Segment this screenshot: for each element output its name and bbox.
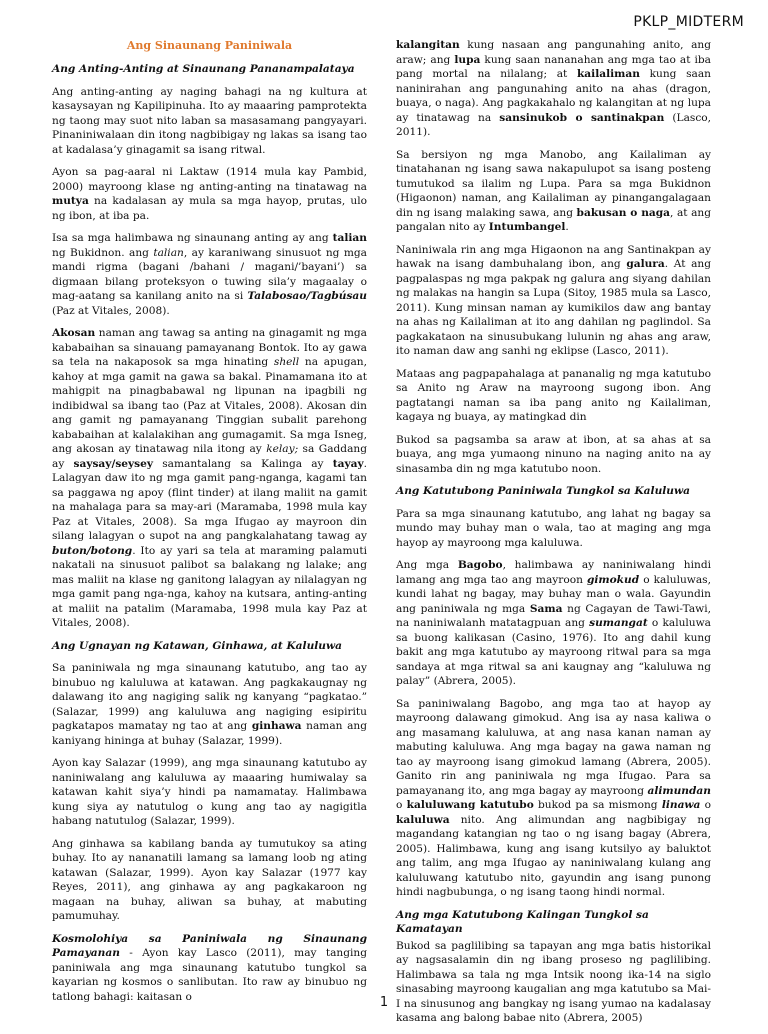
- section-heading-kamatayan: Ang mga Katutubong Kalingan Tungkol sa Kamatayan: [396, 908, 649, 935]
- section-heading-anting: Ang Anting-Anting at Sinaunang Pananampalataya: [52, 63, 355, 76]
- paragraph: Sa paniniwalang Bagobo, ang mga tao at hayop ay mayroong dalawang gimokud. Ang isa ay nasa kaliwa o ang masamang kaluluwa, at ang nasa kanan naman ay mabuting kaluluwa. Ang mga bagay na gawa naman ng tao ay mayroong isang gimokud lamang (Abrera, 2005). Ganito rin ang paniniwala ng mga Ifugao. Para sa pamayanang ito, ang mga bagay ay mayroong alimundan o kaluluwang katutubo bukod pa sa mismong linawa o kaluluwa nito. Ang alimundan ang nagbibigay ng magandang katangian ng tao o ng isang bagay (Abrera, 2005). Halimbawa, kung ang isang kutsilyo ay baluktot ang talim, ang mga Ifugao ay naniniwalang kulang ang kaluluwang katutubo nito, gayundin ang isang punong hindi nagbubunga, o ng isang taong hindi normal.: [396, 697, 712, 898]
- paragraph: Para sa mga sinaunang katutubo, ang lahat ng bagay sa mundo may buhay man o wala, tao at maging ang mga hayop ay mayroong mga kaluluwa.: [396, 507, 711, 549]
- paragraph: Bukod sa pagsamba sa araw at ibon, at sa ahas at sa buaya, ang mga yumaong ninuno na naging anito na ay sinasamba din ng mga katutubo noon.: [396, 433, 711, 475]
- paragraph: Ayon kay Salazar (1999), ang mga sinaunang katutubo ay naniniwalang ang kaluluwa ay maaaring humiwalay sa katawan kahit siya’y hindi pa namamatay. Halimbawa kung siya ay natutulog o kung ang tao ay nagigitla habang natutulog (Salazar, 1999).: [52, 757, 367, 828]
- paragraph: Akosan naman ang tawag sa anting na ginagamit ng mga kababaihan sa sinauang pamayanang Bontok. Ito ay gawa sa tela na nakaposok sa mga hinating shell na apugan, kahoy at mga gamit na gawa sa bakal. Pinamamana ito at mahigpit na pinagbabawal ng lipunan na ipagbili ng indibidwal sa ibang tao (Paz at Vitales, 2008). Akosan din ang gamit ng pamayanang Tinggian subalit parehong kababaihan at kalalakihan ang gumagamit. Sa mga Isneg, ang akosan ay tinatawag nila itong ay kelay; sa Gaddang ay saysay/seysey samantalang sa Kalinga ay tayay. Lalagyan daw ito ng mga gamit pang-nganga, kagami tan sa paggawa ng apoy (flint tinder) at ilang maliit na gamit na mahalaga para sa may-ari (Maramaba, 1998 mula kay Paz at Vitales, 2008). Sa mga Ifugao ay mayroon din silang lalagyan o supot na ang pangkalahatang tawag ay buton/botong. Ito ay yari sa tela at maraming palamuti nakatali na sinusuot palibot sa balakang ng lalake; ang mas maliit na klase ng ganitong lalagyan ay nilalagyan ng mga gamit pang nga-nga, kahoy na kutsara, anting-anting at maliit na patalim (Maramaba, 1998 mula kay Paz at Vitales, 2008).: [52, 327, 368, 630]
- paragraph: Ang ginhawa sa kabilang banda ay tumutukoy sa ating buhay. Ito ay nananatili lamang sa lamang loob ng ating katawan (Salazar, 1999). Ayon kay Salazar (1977 kay Reyes, 2011), ang ginhawa ay ang pagkakaroon ng magaan na buhay, aliwan sa buhay, at mabuting pamumuhay.: [52, 837, 367, 923]
- paragraph: Mataas ang pagpapahalaga at pananalig ng mga katutubo sa Anito ng Araw na mayroong sugong ibon. Ang pagtatangi naman sa iba pang anito ng Kailaliman, kagaya ng buaya, ay matingkad din: [396, 367, 711, 423]
- paragraph: Bukod sa paglilibing sa tapayan ang mga batis historikal ay nagsasalamin din ng ibang proseso ng paglilibing. Halimbawa sa tala ng mga Intsik noong ika-14 na siglo sinasabing mayroong kaugalian ang mga katutubo sa Mai-I na sinusunog ang bangkay ng isang yumao na kadalasay kasama ang balong babae nito (Abrera, 2005): [396, 939, 711, 1024]
- paragraph: Ayon sa pag-aaral ni Laktaw (1914 mula kay Pambid, 2000) mayroong klase ng anting-anting na tinatawag na mutya na kadalasan ay mula sa mga hayop, prutas, ulo ng ibon, at iba pa.: [52, 166, 367, 222]
- section-heading-kaluluwa: Ang Katutubong Paniniwala Tungkol sa Kaluluwa: [396, 485, 690, 497]
- paragraph: Ang mga Bagobo, halimbawa ay naniniwalang hindi lamang ang mga tao ang mayroon gimokud o kaluluwas, kundi lahat ng bagay, may buhay man o wala. Gayundin ang paniniwala ng mga Sama ng Cagayan de Tawi-Tawi, na naniniwalanh matatagpuan ang sumangat o kaluluwa sa buong kalikasan (Casino, 1976). Ito ang dahil kung bakit ang mga katutubo ay mayroong ritwal para sa mga sandaya at mga ritwal sa ani kaugnay ang “kaluluwa ng palay” (Abrera, 2005).: [396, 559, 711, 687]
- paragraph: Kosmolohiya sa Paniniwala ng Sinaunang Pamayanan - Ayon kay Lasco (2011), may tanging paniniwala ang mga sinaunang katutubo tungkol sa kayarian ng kosmos o sanlibutan. Ito raw ay binubuo ng tatlong bahagi: kaitasan o: [52, 932, 367, 1003]
- paragraph: Sa paniniwala ng mga sinaunang katutubo, ang tao ay binubuo ng kaluluwa at katawan. Ang pagkakaugnay ng dalawang ito ang nagiging salik ng kanyang “pagkatao.” (Salazar, 1999) ang kaluluwa ang nagiging esipiritu pagkatapos mamatay ng tao at ang ginhawa naman ang kaniyang hininga at buhay (Salazar, 1999).: [52, 662, 367, 747]
- page-title: Ang Sinaunang Paniniwala: [126, 39, 293, 52]
- right-column: [396, 38, 711, 1034]
- page-number: 1: [379, 995, 389, 1010]
- document-header-label: PKLP_MIDTERM: [633, 14, 744, 30]
- paragraph: Ang anting-anting ay naging bahagi na ng kultura at kasaysayan ng Kapilipinuha. Ito ay maaaring pamprotekta ng taong may suot nito laban sa masasamang pangyayari. Pinaniniwalaan din itong nagbibigay ng lakas sa isang tao at kadalasa’y ginagamit sa isang ritwal.: [52, 85, 367, 156]
- paragraph: kalangitan kung nasaan ang pangunahing anito, ang araw; ang lupa kung saan nananahan ang mga tao at iba pang mortal na nilalang; at kailaliman kung saan naninirahan ang pangunahing anito na ahas (dragon, buaya, o naga). Ang pagkakahalo ng kalangitan at ng lupa ay tinatawag na sansinukob o santinakpan (Lasco, 2011).: [396, 39, 712, 138]
- section-heading-ugnayan: Ang Ugnayan ng Katawan, Ginhawa, at Kaluluwa: [52, 639, 342, 652]
- paragraph: Sa bersiyon ng mga Manobo, ang Kailaliman ay tinatahanan ng isang sawa nakapulupot sa isang posteng tumutukod sa ilalim ng Lupa. Para sa mga Bukidnon (Higaonon) naman, ang Kailaliman ay pinangangalagaan din ng isang malaking sawa, ang bakusan o naga, at ang pangalan nito ay Intumbangel.: [396, 148, 712, 233]
- left-column: [52, 38, 367, 1012]
- paragraph: Naniniwala rin ang mga Higaonon na ang Santinakpan ay hawak na isang dambuhalang ibon, ang galura. At ang pagpalaspas ng mga pakpak ng galura ang siyang dahilan ng malakas na hangin sa Lupa (Sitoy, 1985 mula sa Lasco, 2011). Kung minsan naman ay kumikilos daw ang bantay na ahas ng Kailaliman at ito ang dahilan ng paglindol. Sa pagkakataon na sinusubukang lulunin ng ahas ang araw, ito naman daw ang sanhi ng eklipse (Lasco, 2011).: [396, 243, 711, 357]
- paragraph: Isa sa mga halimbawa ng sinaunang anting ay ang talian ng Bukidnon. ang talian, ay karaniwang sinusuot ng mga mandi rigma (bagani /bahani / magani/’bayani’) sa digmaan bilang proteksyon o tuwing sila’y magaalay o mag-aatang sa kanilang anito na si Talabosao/Tagbúsau (Paz at Vitales, 2008).: [52, 232, 367, 317]
